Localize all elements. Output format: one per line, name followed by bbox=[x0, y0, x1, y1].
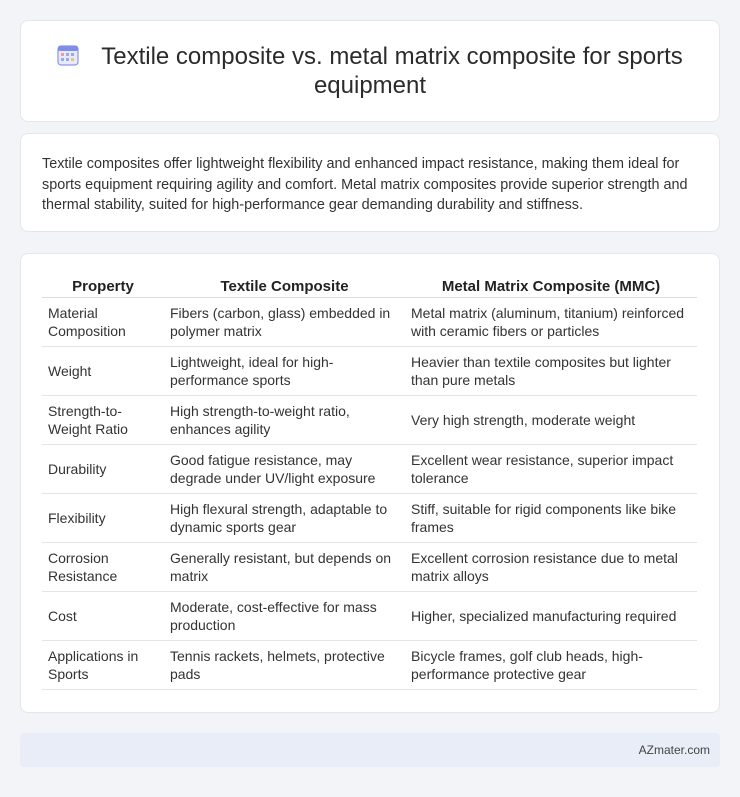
table-row bbox=[42, 298, 697, 347]
table-row bbox=[42, 543, 697, 592]
cell-property: Cost bbox=[42, 592, 164, 641]
table-row bbox=[42, 445, 697, 494]
cell-mmc: Excellent corrosion resistance due to metal matrix alloys bbox=[405, 543, 697, 592]
cell-property: Strength-to-Weight Ratio bbox=[42, 396, 164, 445]
page-title-wrap bbox=[50, 42, 690, 100]
header-property: Property bbox=[42, 276, 164, 298]
comparison-card bbox=[20, 253, 720, 713]
footer-brand-link[interactable]: AZmater.com bbox=[638, 743, 710, 757]
cell-mmc: Metal matrix (aluminum, titanium) reinforced with ceramic fibers or particles bbox=[405, 298, 697, 347]
cell-property: Flexibility bbox=[42, 494, 164, 543]
cell-mmc: Stiff, suitable for rigid components like bike frames bbox=[405, 494, 697, 543]
cell-property: Durability bbox=[42, 445, 164, 494]
cell-mmc: Heavier than textile composites but lighter than pure metals bbox=[405, 347, 697, 396]
cell-textile: Generally resistant, but depends on matrix bbox=[164, 543, 405, 592]
intro-text: Textile composites offer lightweight flexibility and enhanced impact resistance, making them ideal for sports equipment requiring agility and comfort. Metal matrix composites provide superior strength and thermal stability, suited for high-performance gear demanding durability and stiffness. bbox=[42, 156, 688, 213]
cell-property: Corrosion Resistance bbox=[42, 543, 164, 592]
cell-property: Weight bbox=[42, 347, 164, 396]
cell-textile: Tennis rackets, helmets, protective pads bbox=[164, 641, 405, 690]
table-row bbox=[42, 494, 697, 543]
cell-property: Applications in Sports bbox=[42, 641, 164, 690]
header-mmc: Metal Matrix Composite (MMC) bbox=[405, 276, 697, 298]
table-row bbox=[42, 592, 697, 641]
cell-textile: Moderate, cost-effective for mass production bbox=[164, 592, 405, 641]
cell-textile: High strength-to-weight ratio, enhances agility bbox=[164, 396, 405, 445]
cell-textile: High flexural strength, adaptable to dynamic sports gear bbox=[164, 494, 405, 543]
intro-card bbox=[20, 133, 720, 232]
header-textile: Textile Composite bbox=[164, 276, 405, 298]
cell-mmc: Higher, specialized manufacturing required bbox=[405, 592, 697, 641]
cell-mmc: Bicycle frames, golf club heads, high-performance protective gear bbox=[405, 641, 697, 690]
cell-mmc: Very high strength, moderate weight bbox=[405, 396, 697, 445]
cell-textile: Fibers (carbon, glass) embedded in polymer matrix bbox=[164, 298, 405, 347]
cell-textile: Lightweight, ideal for high-performance sports bbox=[164, 347, 405, 396]
page-title: Textile composite vs. metal matrix composite for sports equipment bbox=[101, 43, 683, 99]
table-header-row bbox=[42, 276, 697, 298]
cell-property: Material Composition bbox=[42, 298, 164, 347]
cell-mmc: Excellent wear resistance, superior impact tolerance bbox=[405, 445, 697, 494]
table-row bbox=[42, 347, 697, 396]
footer bbox=[20, 733, 720, 767]
table-row bbox=[42, 641, 697, 690]
calendar-icon bbox=[57, 44, 79, 66]
table-row bbox=[42, 396, 697, 445]
comparison-table bbox=[42, 276, 697, 690]
cell-textile: Good fatigue resistance, may degrade under UV/light exposure bbox=[164, 445, 405, 494]
title-card bbox=[20, 20, 720, 122]
